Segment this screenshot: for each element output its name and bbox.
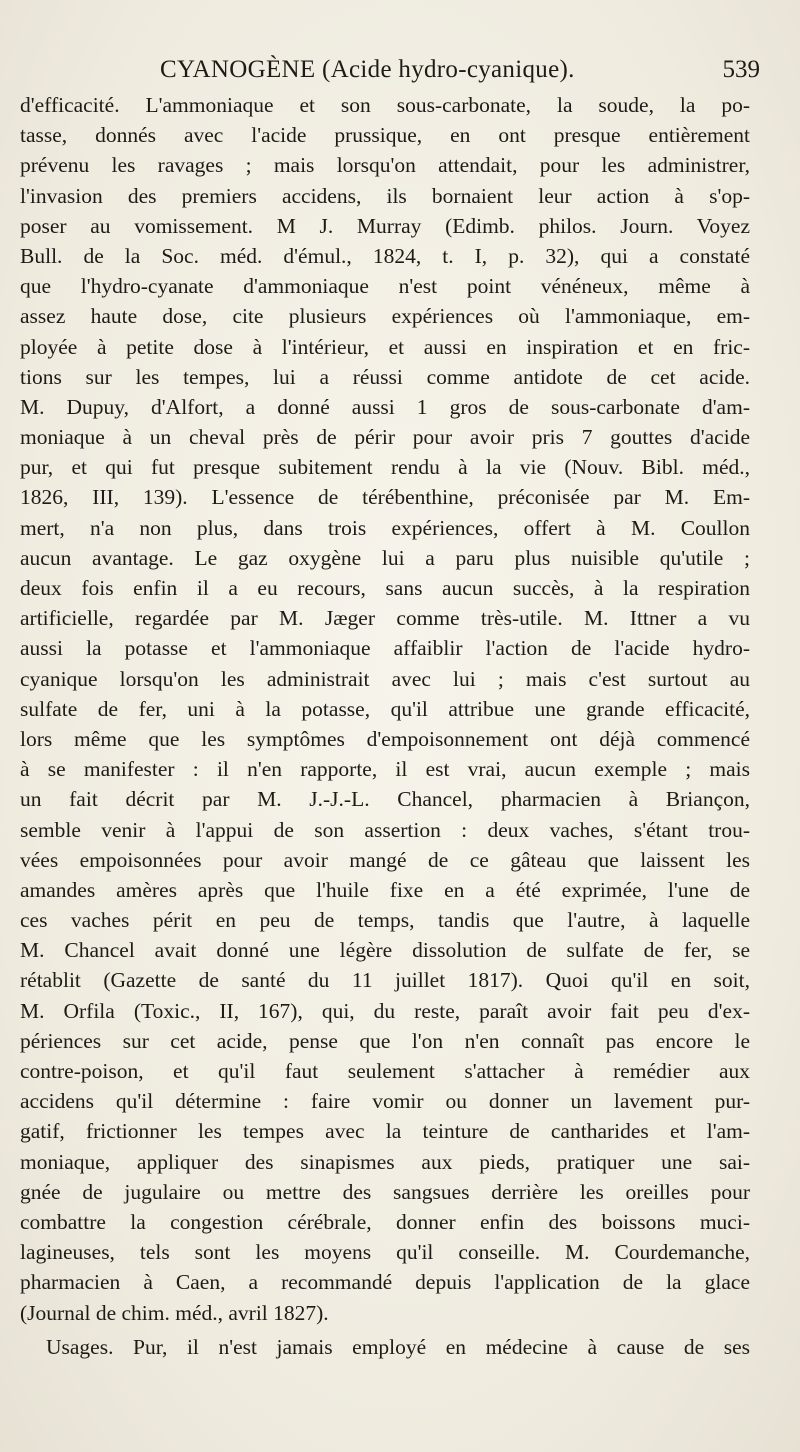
text-line: pharmacien à Caen, a recommandé depuis l'application de la glace bbox=[20, 1270, 750, 1295]
text-line: gnée de jugulaire ou mettre des sangsues derrière les oreilles pour bbox=[20, 1179, 750, 1204]
text-line: amandes amères après que l'huile fixe en a été exprimée, l'une de bbox=[20, 877, 750, 902]
text-line: mert, n'a non plus, dans trois expériences, offert à M. Coullon bbox=[20, 515, 750, 540]
text-line: l'invasion des premiers accidens, ils bornaient leur action à s'op- bbox=[20, 183, 750, 208]
text-line: lagineuses, tels sont les moyens qu'il conseille. M. Courdemanche, bbox=[20, 1240, 750, 1265]
text-line: M. Orfila (Toxic., II, 167), qui, du reste, paraît avoir fait peu d'ex- bbox=[20, 998, 750, 1023]
text-line: M. Chancel avait donné une légère dissolution de sulfate de fer, se bbox=[20, 938, 750, 963]
text-line: prévenu les ravages ; mais lorsqu'on attendait, pour les administrer, bbox=[20, 153, 750, 178]
body-text bbox=[20, 90, 750, 1362]
text-line: contre-poison, et qu'il faut seulement s'attacher à remédier aux bbox=[20, 1059, 750, 1083]
text-line: pur, et qui fut presque subitement rendu à la vie (Nouv. Bibl. méd., bbox=[20, 455, 750, 480]
text-line: accidens qu'il détermine : faire vomir ou donner un lavement pur- bbox=[20, 1089, 750, 1114]
text-line: moniaque à un cheval près de périr pour avoir pris 7 gouttes d'acide bbox=[20, 425, 750, 450]
text-line: gatif, frictionner les tempes avec la teinture de cantharides et l'am- bbox=[20, 1119, 750, 1144]
text-line: Usages. Pur, il n'est jamais employé en médecine à cause de ses bbox=[46, 1334, 750, 1359]
text-line: deux fois enfin il a eu recours, sans aucun succès, à la respiration bbox=[20, 576, 750, 600]
text-line: M. Dupuy, d'Alfort, a donné aussi 1 gros de sous-carbonate d'am- bbox=[20, 394, 750, 419]
text-line: rétablit (Gazette de santé du 11 juillet 1817). Quoi qu'il en soit, bbox=[20, 968, 750, 993]
text-line: lors même que les symptômes d'empoisonnement ont déjà commencé bbox=[20, 726, 750, 751]
text-line: combattre la congestion cérébrale, donner enfin des boissons muci- bbox=[20, 1209, 750, 1234]
text-line: que l'hydro-cyanate d'ammoniaque n'est point vénéneux, même à bbox=[20, 274, 750, 299]
text-line: (Journal de chim. méd., avril 1827). bbox=[20, 1300, 329, 1325]
text-line: tasse, donnés avec l'acide prussique, en ont presque entièrement bbox=[20, 123, 750, 148]
text-line: 1826, III, 139). L'essence de térébenthine, préconisée par M. Em- bbox=[20, 485, 750, 510]
text-line: vées empoisonnées pour avoir mangé de ce gâteau que laissent les bbox=[20, 847, 750, 872]
text-line: aussi la potasse et l'ammoniaque affaiblir l'action de l'acide hydro- bbox=[20, 636, 750, 661]
text-line: aucun avantage. Le gaz oxygène lui a paru plus nuisible qu'utile ; bbox=[20, 545, 750, 570]
text-line: périences sur cet acide, pense que l'on n'en connaît pas encore le bbox=[20, 1028, 750, 1053]
text-line: sulfate de fer, uni à la potasse, qu'il attribue une grande efficacité, bbox=[20, 696, 750, 721]
text-line: un fait décrit par M. J.-J.-L. Chancel, pharmacien à Briançon, bbox=[20, 787, 750, 812]
page-header bbox=[20, 56, 760, 92]
text-line: artificielle, regardée par M. Jæger comme très-utile. M. Ittner a vu bbox=[20, 606, 750, 631]
text-line: à se manifester : il n'en rapporte, il est vrai, aucun exemple ; mais bbox=[20, 757, 750, 782]
text-line: assez haute dose, cite plusieurs expériences où l'ammoniaque, em- bbox=[20, 304, 750, 329]
text-line: tions sur les tempes, lui a réussi comme antidote de cet acide. bbox=[20, 364, 750, 389]
text-line: semble venir à l'appui de son assertion : deux vaches, s'étant trou- bbox=[20, 817, 750, 842]
text-line: d'efficacité. L'ammoniaque et son sous-carbonate, la soude, la po- bbox=[20, 93, 750, 117]
text-line: cyanique lorsqu'on les administrait avec lui ; mais c'est surtout au bbox=[20, 666, 750, 691]
running-head: CYANOGÈNE (Acide hydro-cyanique). bbox=[160, 56, 575, 83]
text-line: ployée à petite dose à l'intérieur, et aussi en inspiration et en fric- bbox=[20, 334, 750, 359]
text-line: ces vaches périt en peu de temps, tandis que l'autre, à laquelle bbox=[20, 908, 750, 933]
text-line: poser au vomissement. M J. Murray (Edimb. philos. Journ. Voyez bbox=[20, 213, 750, 238]
page-number: 539 bbox=[722, 56, 760, 83]
text-line: Bull. de la Soc. méd. d'émul., 1824, t. I, p. 32), qui a constaté bbox=[20, 243, 750, 268]
text-line: moniaque, appliquer des sinapismes aux pieds, pratiquer une sai- bbox=[20, 1149, 750, 1174]
